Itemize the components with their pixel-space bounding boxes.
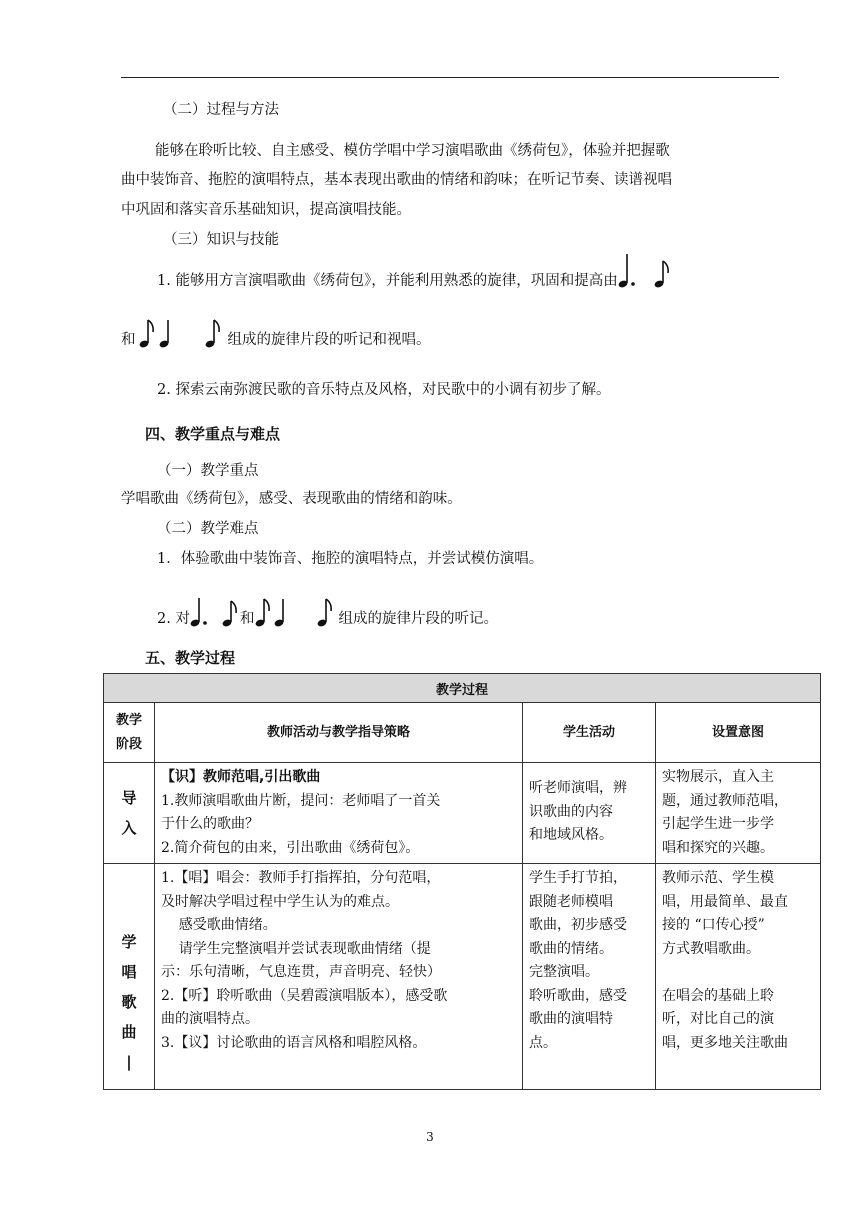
stage-text: 歌 — [121, 992, 137, 1011]
column-header-teacher-activity: 教师活动与教学指导策略 — [155, 703, 523, 763]
list-item-text: 和 — [121, 332, 136, 348]
cell-line: 2.简介荷包的由来，引出歌曲《绣荷包》。 — [161, 839, 420, 856]
table-row — [104, 864, 821, 1090]
list-item-text: 组成的旋律片段的听记。 — [338, 611, 498, 627]
header-rule — [121, 77, 779, 78]
section-heading-process-method: （二）过程与方法 — [163, 102, 279, 118]
paragraph-line: 学唱歌曲《绣荷包》，感受、表现歌曲的情绪和韵味。 — [121, 491, 462, 507]
cell-line: 歌曲的演唱特 — [529, 1011, 613, 1027]
list-item: 2. 探索云南弥渡民歌的音乐特点及风格，对民歌中的小调有初步了解。 — [157, 382, 611, 398]
student-activity-cell — [523, 864, 656, 1090]
cell-line: 唱和探究的兴趣。 — [662, 839, 774, 856]
cell-line: 感受歌曲情绪。 — [161, 917, 277, 933]
eighth-quarter-eighth-rhythm-icon — [136, 330, 228, 350]
cell-line: 听，对比自己的演 — [662, 1011, 774, 1027]
cell-line: 学生手打节拍， — [529, 870, 627, 886]
teacher-activity-cell — [155, 763, 523, 864]
list-item-text: 组成的旋律片段的听记和视唱。 — [227, 332, 431, 348]
cell-line: 1.【唱】唱会：教师手打指挥拍，分句范唱， — [161, 870, 441, 886]
cell-line: 1.教师演唱歌曲片断，提问：老师唱了一首关 — [161, 792, 441, 809]
student-activity-cell — [523, 763, 656, 864]
cell-line: 题，通过教师范唱， — [662, 792, 788, 809]
header-text: 教学 — [115, 712, 142, 728]
section-heading-knowledge-skills: （三）知识与技能 — [163, 232, 279, 248]
stage-text: 入 — [121, 819, 137, 837]
column-header-stage — [104, 703, 155, 763]
paragraph-line: 中巩固和落实音乐基础知识，提高演唱技能。 — [121, 202, 411, 218]
table-row — [104, 763, 821, 864]
paragraph-line: 曲中装饰音、拖腔的演唱特点，基本表现出歌曲的情绪和韵味；在听记节奏、读谱视唱 — [121, 172, 672, 188]
cell-line: 歌曲的情绪。 — [529, 940, 613, 957]
cell-line: 完整演唱。 — [529, 964, 599, 980]
cell-line: 点。 — [529, 1034, 557, 1051]
list-item: 1．体验歌曲中装饰音、拖腔的演唱特点，并尝试模仿演唱。 — [157, 551, 544, 567]
cell-line: 聆听歌曲，感受 — [529, 987, 627, 1004]
teaching-process-table — [103, 673, 821, 1090]
table-title: 教学过程 — [104, 674, 821, 703]
cell-line: 2.【听】聆听歌曲（吴碧霞演唱版本），感受歌 — [161, 987, 448, 1004]
list-item-text: 1. 能够用方言演唱歌曲《绣荷包》，并能利用熟悉的旋律，巩固和提高由 — [157, 273, 618, 289]
cell-line: 示：乐句清晰，气息连贯，声音明亮、轻快） — [161, 964, 441, 980]
cell-line: 曲的演唱特点。 — [161, 1011, 259, 1027]
intent-cell — [656, 763, 821, 864]
cell-line: 在唱会的基础上聆 — [662, 987, 774, 1004]
column-header-intent: 设置意图 — [656, 703, 821, 763]
cell-line: 引起学生进一步学 — [662, 816, 774, 832]
cell-line: 歌曲，初步感受 — [529, 917, 627, 933]
cell-line: 听老师演唱，辨 — [529, 780, 627, 796]
subheading-key-point: （一）教学重点 — [157, 463, 259, 479]
list-item — [157, 609, 498, 629]
table-title-row — [104, 674, 821, 703]
stage-cell — [104, 763, 155, 864]
stage-text: 曲 — [121, 1022, 137, 1041]
cell-line: 于什么的歌曲？ — [161, 816, 259, 832]
cell-line: 方式教唱歌曲。 — [662, 940, 760, 957]
cell-line: 接的 “口传心授” — [662, 917, 765, 933]
cell-line: 唱，更多地关注歌曲 — [662, 1034, 788, 1051]
column-header-student-activity: 学生活动 — [523, 703, 656, 763]
cell-line: 【识】教师范唱,引出歌曲 — [161, 769, 321, 785]
cell-line: 唱，用最简单、最直 — [662, 893, 788, 910]
eighth-quarter-eighth-rhythm-icon — [254, 609, 338, 629]
table-header-row — [104, 703, 821, 763]
stage-text: 学 — [121, 932, 137, 951]
cell-line: 和地域风格。 — [529, 827, 613, 843]
paragraph-line: 能够在聆听比较、自主感受、模仿学唱中学习演唱歌曲《绣荷包》，体验并把握歌 — [155, 143, 670, 159]
teacher-activity-cell — [155, 864, 523, 1090]
cell-line: 3.【议】讨论歌曲的语言风格和唱腔风格。 — [161, 1034, 427, 1051]
page-number: 3 — [426, 1130, 434, 1144]
section-heading-teaching-process: 五、教学过程 — [145, 649, 236, 667]
dotted-quarter-eighth-rhythm-icon — [190, 609, 240, 629]
stage-text: | — [126, 1052, 132, 1071]
header-text: 阶段 — [115, 736, 142, 752]
section-heading-key-points: 四、教学重点与难点 — [145, 425, 281, 443]
stage-text: 唱 — [121, 962, 137, 981]
stage-cell — [104, 864, 155, 1090]
subheading-difficulty: （二）教学难点 — [157, 521, 259, 537]
cell-line: 教师示范、学生模 — [662, 870, 774, 886]
intent-cell — [656, 864, 821, 1090]
list-item-continuation — [121, 330, 431, 350]
cell-line: 及时解决学唱过程中学生认为的难点。 — [161, 893, 399, 910]
cell-line: 识歌曲的内容 — [529, 803, 613, 820]
cell-line: 实物展示，直入主 — [662, 769, 774, 785]
list-item-text: 2. 对 — [157, 611, 190, 627]
dotted-quarter-eighth-rhythm-icon — [618, 273, 674, 291]
list-item — [157, 271, 674, 291]
list-item-text: 和 — [239, 611, 255, 627]
stage-text: 导 — [121, 789, 137, 807]
cell-line: 跟随老师模唱 — [529, 893, 613, 910]
cell-line — [662, 961, 814, 985]
cell-line: 请学生完整演唱并尝试表现歌曲情绪（提 — [161, 940, 431, 957]
